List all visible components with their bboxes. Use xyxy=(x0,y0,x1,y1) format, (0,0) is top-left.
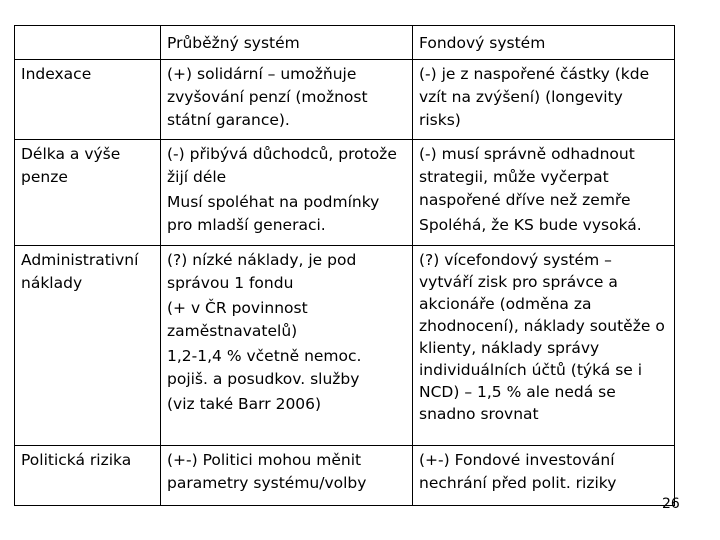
table-row xyxy=(15,246,675,446)
row-label: Politická rizika xyxy=(15,446,161,506)
cell-paragraph: 1,2-1,4 % včetně nemoc. pojiš. a posudkov. služby xyxy=(167,347,362,388)
table-row xyxy=(15,140,675,246)
cell-paragraph: (-) musí správně odhadnout strategii, může vyčerpat naspořené dříve než zemře xyxy=(419,145,635,209)
header-pay-as-you-go: Průběžný systém xyxy=(161,26,413,60)
cell-paragraph: (-) je z naspořené částky (kde vzít na zvýšení) (longevity risks) xyxy=(419,65,650,129)
cell-paragraph: (+-) Politici mohou měnit parametry systému/volby xyxy=(167,451,367,492)
row-label: Délka a výše penze xyxy=(15,140,161,246)
table-header-row xyxy=(15,26,675,60)
header-empty-cell xyxy=(15,26,161,60)
table-row xyxy=(15,446,675,506)
comparison-table xyxy=(14,25,675,506)
cell-paragraph: (+ v ČR povinnost zaměstnavatelů) xyxy=(167,299,308,340)
page-number: 26 xyxy=(662,496,680,512)
fund-cell xyxy=(413,446,675,506)
cell-paragraph: (?) vícefondový systém – vytváří zisk pro správce a akcionáře (odměna za zhodnocení), náklady soutěže o klienty, náklady správy individuálních účtů (týká se i NCD) – 1,5 % ale nedá se snadno srovnat xyxy=(419,251,665,423)
cell-paragraph: (viz také Barr 2006) xyxy=(167,395,322,413)
pay-cell xyxy=(161,140,413,246)
row-label: Indexace xyxy=(15,60,161,140)
table-row xyxy=(15,60,675,140)
header-funded: Fondový systém xyxy=(413,26,675,60)
cell-paragraph: (?) nízké náklady, je pod správou 1 fondu xyxy=(167,251,357,292)
pay-cell xyxy=(161,446,413,506)
fund-cell xyxy=(413,246,675,446)
cell-paragraph: (+-) Fondové investování nechrání před polit. riziky xyxy=(419,451,617,492)
fund-cell xyxy=(413,140,675,246)
cell-paragraph: (+) solidární – umožňuje zvyšování penzí (možnost státní garance). xyxy=(167,65,368,129)
pay-cell xyxy=(161,60,413,140)
row-label: Administrativní náklady xyxy=(15,246,161,446)
cell-paragraph: Spoléhá, že KS bude vysoká. xyxy=(419,216,642,234)
fund-cell xyxy=(413,60,675,140)
cell-paragraph: Musí spoléhat na podmínky pro mladší generaci. xyxy=(167,193,380,234)
cell-paragraph: (-) přibývá důchodců, protože žijí déle xyxy=(167,145,397,186)
pay-cell xyxy=(161,246,413,446)
